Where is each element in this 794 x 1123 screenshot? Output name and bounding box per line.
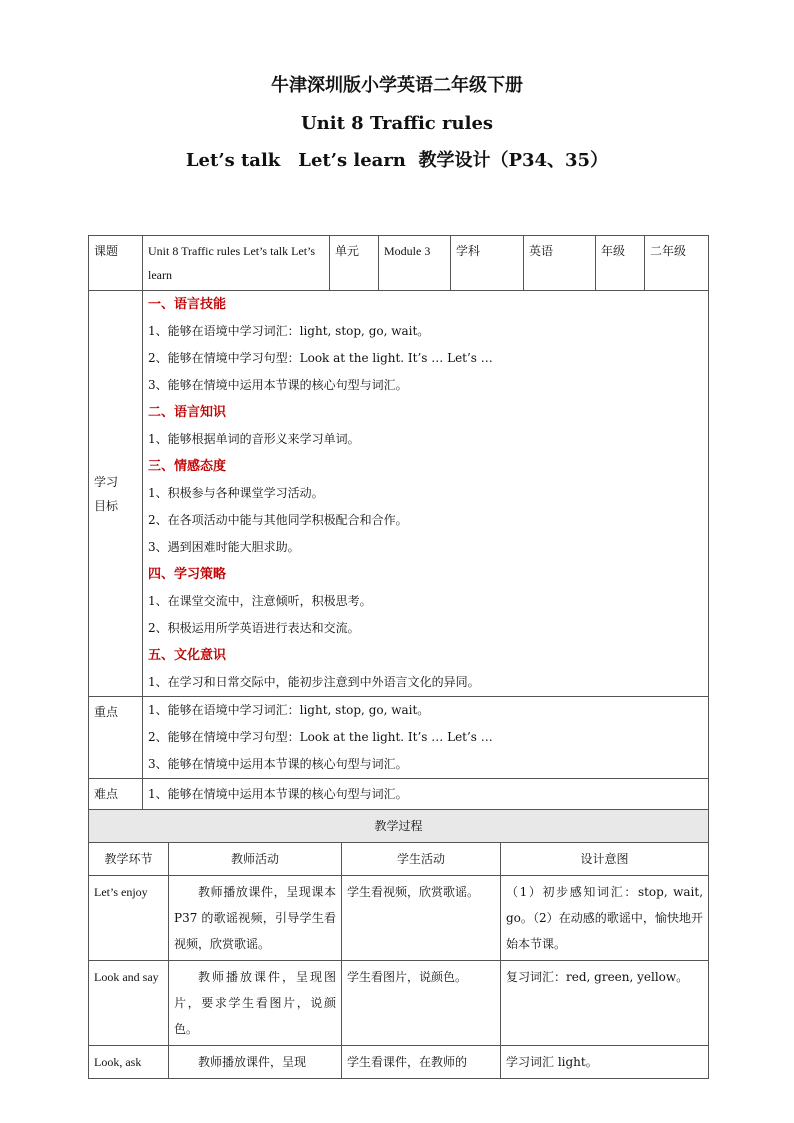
column-step: 教学环节	[89, 843, 169, 876]
objective-heading: 二、语言知识	[148, 405, 227, 420]
difficulty-row	[89, 779, 709, 810]
objective-item: 3、遇到困难时能大胆求助。	[148, 540, 300, 554]
objective-heading: 一、语言技能	[148, 297, 227, 312]
column-teacher: 教师活动	[169, 843, 342, 876]
key-points-content	[143, 697, 709, 779]
process-intent: 学习词汇 light。	[501, 1046, 709, 1079]
difficulty-content: 1、能够在情境中运用本节课的核心句型与词汇。	[143, 779, 709, 810]
process-teacher: 教师播放课件，呈现	[169, 1046, 342, 1079]
process-heading: 教学过程	[89, 810, 709, 843]
objective-item: 3、能够在情境中运用本节课的核心句型与词汇。	[148, 378, 408, 392]
info-row	[89, 236, 709, 291]
objective-item: 1、能够根据单词的音形义来学习单词。	[148, 432, 360, 446]
objectives-label-a: 学习	[94, 474, 119, 489]
process-step: Look, ask	[89, 1046, 169, 1079]
process-row	[89, 961, 709, 1046]
key-point-item: 3、能够在情境中运用本节课的核心句型与词汇。	[148, 757, 408, 771]
grade-value: 二年级	[645, 236, 709, 291]
process-teacher: 教师播放课件，呈现课本 P37 的歌谣视频，引导学生看视频，欣赏歌谣。	[169, 876, 342, 961]
unit-label: 单元	[330, 236, 379, 291]
subject-value: 英语	[524, 236, 596, 291]
grade-label: 年级	[596, 236, 645, 291]
objective-item: 1、能够在语境中学习词汇：light, stop, go, wait。	[148, 324, 430, 338]
process-intent: 复习词汇：red, green, yellow。	[501, 961, 709, 1046]
objectives-label	[89, 291, 143, 697]
objective-item: 2、在各项活动中能与其他同学积极配合和合作。	[148, 513, 408, 527]
objective-item: 2、积极运用所学英语进行表达和交流。	[148, 621, 360, 635]
objectives-row	[89, 291, 709, 697]
lesson-plan	[88, 235, 708, 1079]
objective-heading: 五、文化意识	[148, 648, 227, 663]
title-line-1: 牛津深圳版小学英语二年级下册	[271, 75, 523, 96]
difficulty-label: 难点	[89, 779, 143, 810]
objective-item: 2、能够在情境中学习句型：Look at the light. It’s … Let’s …	[148, 351, 493, 365]
topic-label: 课题	[89, 236, 143, 291]
objective-heading: 三、情感态度	[148, 459, 227, 474]
objectives-content	[143, 291, 709, 697]
process-row	[89, 1046, 709, 1079]
title-line-3	[0, 151, 794, 171]
title-line-2: Unit 8 Traffic rules	[300, 113, 494, 134]
process-student: 学生看图片，说颜色。	[342, 961, 501, 1046]
title-lets-learn: Let’s learn	[298, 150, 406, 171]
objectives-label-b: 目标	[94, 498, 119, 513]
key-points-label: 重点	[89, 697, 143, 779]
process-student: 学生看视频，欣赏歌谣。	[342, 876, 501, 961]
process-heading-row	[89, 810, 709, 843]
key-points-row	[89, 697, 709, 779]
process-step: Let’s enjoy	[89, 876, 169, 961]
process-student: 学生看课件，在教师的	[342, 1046, 501, 1079]
title-design: 教学设计（P34、35）	[418, 150, 609, 171]
column-intent: 设计意图	[501, 843, 709, 876]
column-student: 学生活动	[342, 843, 501, 876]
subject-label: 学科	[451, 236, 524, 291]
process-column-row	[89, 843, 709, 876]
objective-item: 1、在课堂交流中，注意倾听，积极思考。	[148, 594, 372, 608]
process-teacher: 教师播放课件，呈现图片，要求学生看图片，说颜色。	[169, 961, 342, 1046]
key-point-item: 1、能够在语境中学习词汇：light, stop, go, wait。	[148, 703, 430, 717]
objective-item: 1、在学习和日常交际中，能初步注意到中外语言文化的异同。	[148, 675, 480, 689]
process-table	[88, 809, 709, 1079]
topic-value: Unit 8 Traffic rules Let’s talk Let’s learn	[143, 236, 330, 291]
process-intent: （1）初步感知词汇：stop, wait, go。（2）在动感的歌谣中，愉快地开始本节课。	[501, 876, 709, 961]
info-table	[88, 235, 709, 810]
objective-item: 1、积极参与各种课堂学习活动。	[148, 486, 324, 500]
document-title	[0, 76, 794, 189]
process-row	[89, 876, 709, 961]
title-lets-talk: Let’s talk	[185, 150, 281, 171]
objective-heading: 四、学习策略	[148, 567, 227, 582]
key-point-item: 2、能够在情境中学习句型：Look at the light. It’s … Let’s …	[148, 730, 493, 744]
unit-value: Module 3	[379, 236, 451, 291]
process-step: Look and say	[89, 961, 169, 1046]
